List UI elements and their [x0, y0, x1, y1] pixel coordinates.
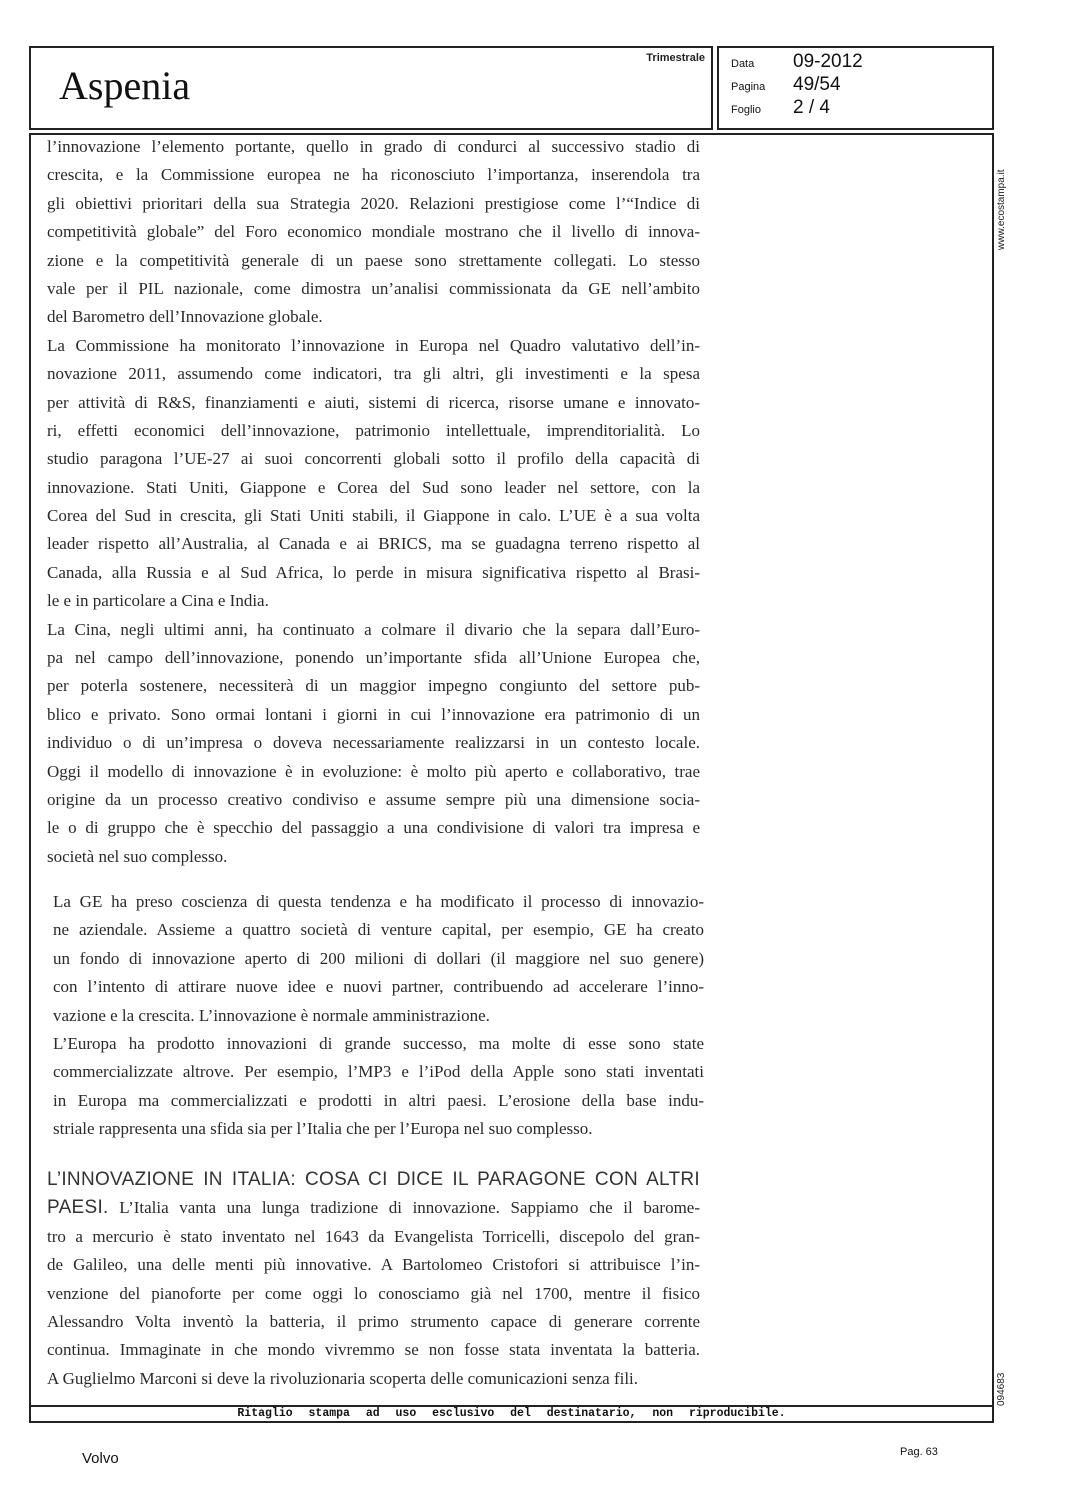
- text-line: del Barometro dell’Innovazione globale.: [47, 307, 323, 327]
- text-line: individuo o di un’impresa o doveva necessariamente realizzarsi in un contesto locale.: [47, 733, 700, 753]
- meta-label: Foglio: [731, 104, 761, 116]
- article-section: [53, 888, 704, 1144]
- text-line: le o di gruppo che è specchio del passaggio a una condivisione di valori tra impresa e: [47, 818, 700, 838]
- text-line: leader rispetto all’Australia, al Canada e ai BRICS, ma se guadagna terreno rispetto al: [47, 534, 700, 554]
- text-line: continua. Immaginate in che mondo vivremmo se non fosse stata inventata la batteria.: [47, 1340, 700, 1360]
- meta-label: Pagina: [731, 81, 766, 93]
- text-line: competitività globale” del Foro economico mondiale mostrano che il livello di innova-: [47, 222, 700, 242]
- text-line: de Galileo, una delle menti più innovative. A Bartolomeo Cristofori si attribuisce l’in-: [47, 1255, 700, 1275]
- section-heading-continued: PAESI.: [47, 1197, 109, 1219]
- text-line: [47, 1194, 700, 1222]
- text-line: l’innovazione l’elemento portante, quello in grado di condurci al successivo stadio di: [47, 137, 700, 156]
- text-line: con l’intento di attirare nuove idee e nuovi partner, contribuendo ad accelerare l’inno-: [53, 977, 704, 997]
- header-meta: [717, 46, 994, 130]
- text-line: Corea del Sud in crescita, gli Stati Uniti stabili, il Giappone in calo. L’UE è a sua volta: [47, 506, 700, 526]
- text-line: Canada, alla Russia e al Sud Africa, lo perde in misura significativa rispetto al Brasi-: [47, 562, 700, 582]
- text-line: L’Europa ha prodotto innovazioni di grande successo, ma molte di esse sono state: [53, 1033, 704, 1053]
- text-line: striale rappresenta una sfida sia per l’Italia che per l’Europa nel suo complesso.: [53, 1119, 593, 1139]
- client-name: Volvo: [82, 1450, 119, 1467]
- text-line: ri, effetti economici dell’innovazione, patrimonio intellettuale, imprenditorialità. Lo: [47, 420, 700, 440]
- text-line: gli obiettivi prioritari della sua Strategia 2020. Relazioni prestigiose come l’“Indice di: [47, 193, 700, 213]
- meta-page: [731, 74, 841, 96]
- text-line: vazione e la crescita. L’innovazione è normale amministrazione.: [53, 1005, 490, 1025]
- publication-logo: Aspenia: [59, 63, 191, 108]
- text-line: in Europa ma commercializzati e prodotti in altri paesi. L’erosione della base indu-: [53, 1090, 704, 1110]
- text-line: studio paragona l’UE-27 ai suoi concorrenti globali sotto il profilo della capacità di: [47, 449, 700, 469]
- document-code: 094683: [996, 1372, 1007, 1406]
- text-line: A Guglielmo Marconi si deve la rivoluzionaria scoperta delle comunicazioni senza fili.: [47, 1368, 639, 1388]
- section-heading: L’INNOVAZIONE IN ITALIA: COSA CI DICE IL PARAGONE CON ALTRI: [47, 1169, 700, 1190]
- article-section: [47, 133, 700, 871]
- meta-value: 49/54: [793, 74, 841, 95]
- text-line: Oggi il modello di innovazione è in evoluzione: è molto più aperto e collaborativo, trae: [47, 761, 700, 781]
- periodicity-label: Trimestrale: [646, 52, 705, 64]
- text-line: innovazione. Stati Uniti, Giappone e Corea del Sud sono leader nel settore, con la: [47, 477, 700, 497]
- text-line-content: L’Italia vanta una lunga tradizione di innovazione. Sappiamo che il barome-: [119, 1198, 700, 1218]
- article-section: [47, 1166, 700, 1393]
- disclaimer: Ritaglio stampa ad uso esclusivo del destinatario, non riproducibile.: [237, 1407, 786, 1420]
- meta-value: 09-2012: [793, 51, 863, 72]
- text-line: La GE ha preso coscienza di questa tendenza e ha modificato il processo di innovazio-: [53, 892, 704, 911]
- meta-value: 2 / 4: [793, 97, 830, 118]
- text-line: pa nel campo dell’innovazione, ponendo un’importante sfida all’Unione Europea che,: [47, 648, 700, 668]
- text-line: zione e la competitività generale di un paese sono strettamente collegati. Lo stesso: [47, 250, 700, 270]
- page-number: Pag. 63: [900, 1446, 938, 1458]
- text-line: crescita, e la Commissione europea ne ha riconosciuto l’importanza, inserendola tra: [47, 165, 700, 185]
- text-line: tro a mercurio è stato inventato nel 1643 da Evangelista Torricelli, discepolo del gran-: [47, 1226, 700, 1246]
- text-line: origine da un processo creativo condiviso e assume sempre più una dimensione socia-: [47, 789, 700, 809]
- text-line: La Cina, negli ultimi anni, ha continuato a colmare il divario che la separa dall’Euro-: [47, 619, 700, 639]
- website-label: www.ecostampa.it: [996, 169, 1007, 250]
- text-line: blico e privato. Sono ormai lontani i giorni in cui l’innovazione era patrimonio di un: [47, 704, 700, 724]
- text-line: La Commissione ha monitorato l’innovazione in Europa nel Quadro valutativo dell’in-: [47, 335, 700, 355]
- text-line: venzione del pianoforte per come oggi lo conosciamo già nel 1700, mentre il fisico: [47, 1283, 700, 1303]
- meta-label: Data: [731, 58, 755, 70]
- text-line: un fondo di innovazione aperto di 200 milioni di dollari (il maggiore nel suo genere): [53, 948, 704, 968]
- text-line: commercializzate altrove. Per esempio, l’MP3 e l’iPod della Apple sono stati inventati: [53, 1062, 704, 1082]
- text-line: novazione 2011, assumendo come indicatori, tra gli altri, gli investimenti e la spesa: [47, 364, 700, 384]
- text-line: società nel suo complesso.: [47, 846, 228, 866]
- text-line: per poterla sostenere, necessiterà di un maggior impegno congiunto del settore pub-: [47, 676, 700, 696]
- text-line: Alessandro Volta inventò la batteria, il primo strumento capace di generare corrente: [47, 1311, 700, 1331]
- meta-sheet: [731, 97, 830, 119]
- header-masthead: [29, 46, 713, 130]
- meta-date: [731, 51, 863, 73]
- text-line: per attività di R&S, finanziamenti e aiuti, sistemi di ricerca, risorse umane e innovato-: [47, 392, 700, 412]
- text-line: ne aziendale. Assieme a quattro società di venture capital, per esempio, GE ha creato: [53, 920, 704, 940]
- text-line: vale per il PIL nazionale, come dimostra un’analisi commissionata da GE nell’ambito: [47, 278, 700, 298]
- text-line: le e in particolare a Cina e India.: [47, 591, 269, 611]
